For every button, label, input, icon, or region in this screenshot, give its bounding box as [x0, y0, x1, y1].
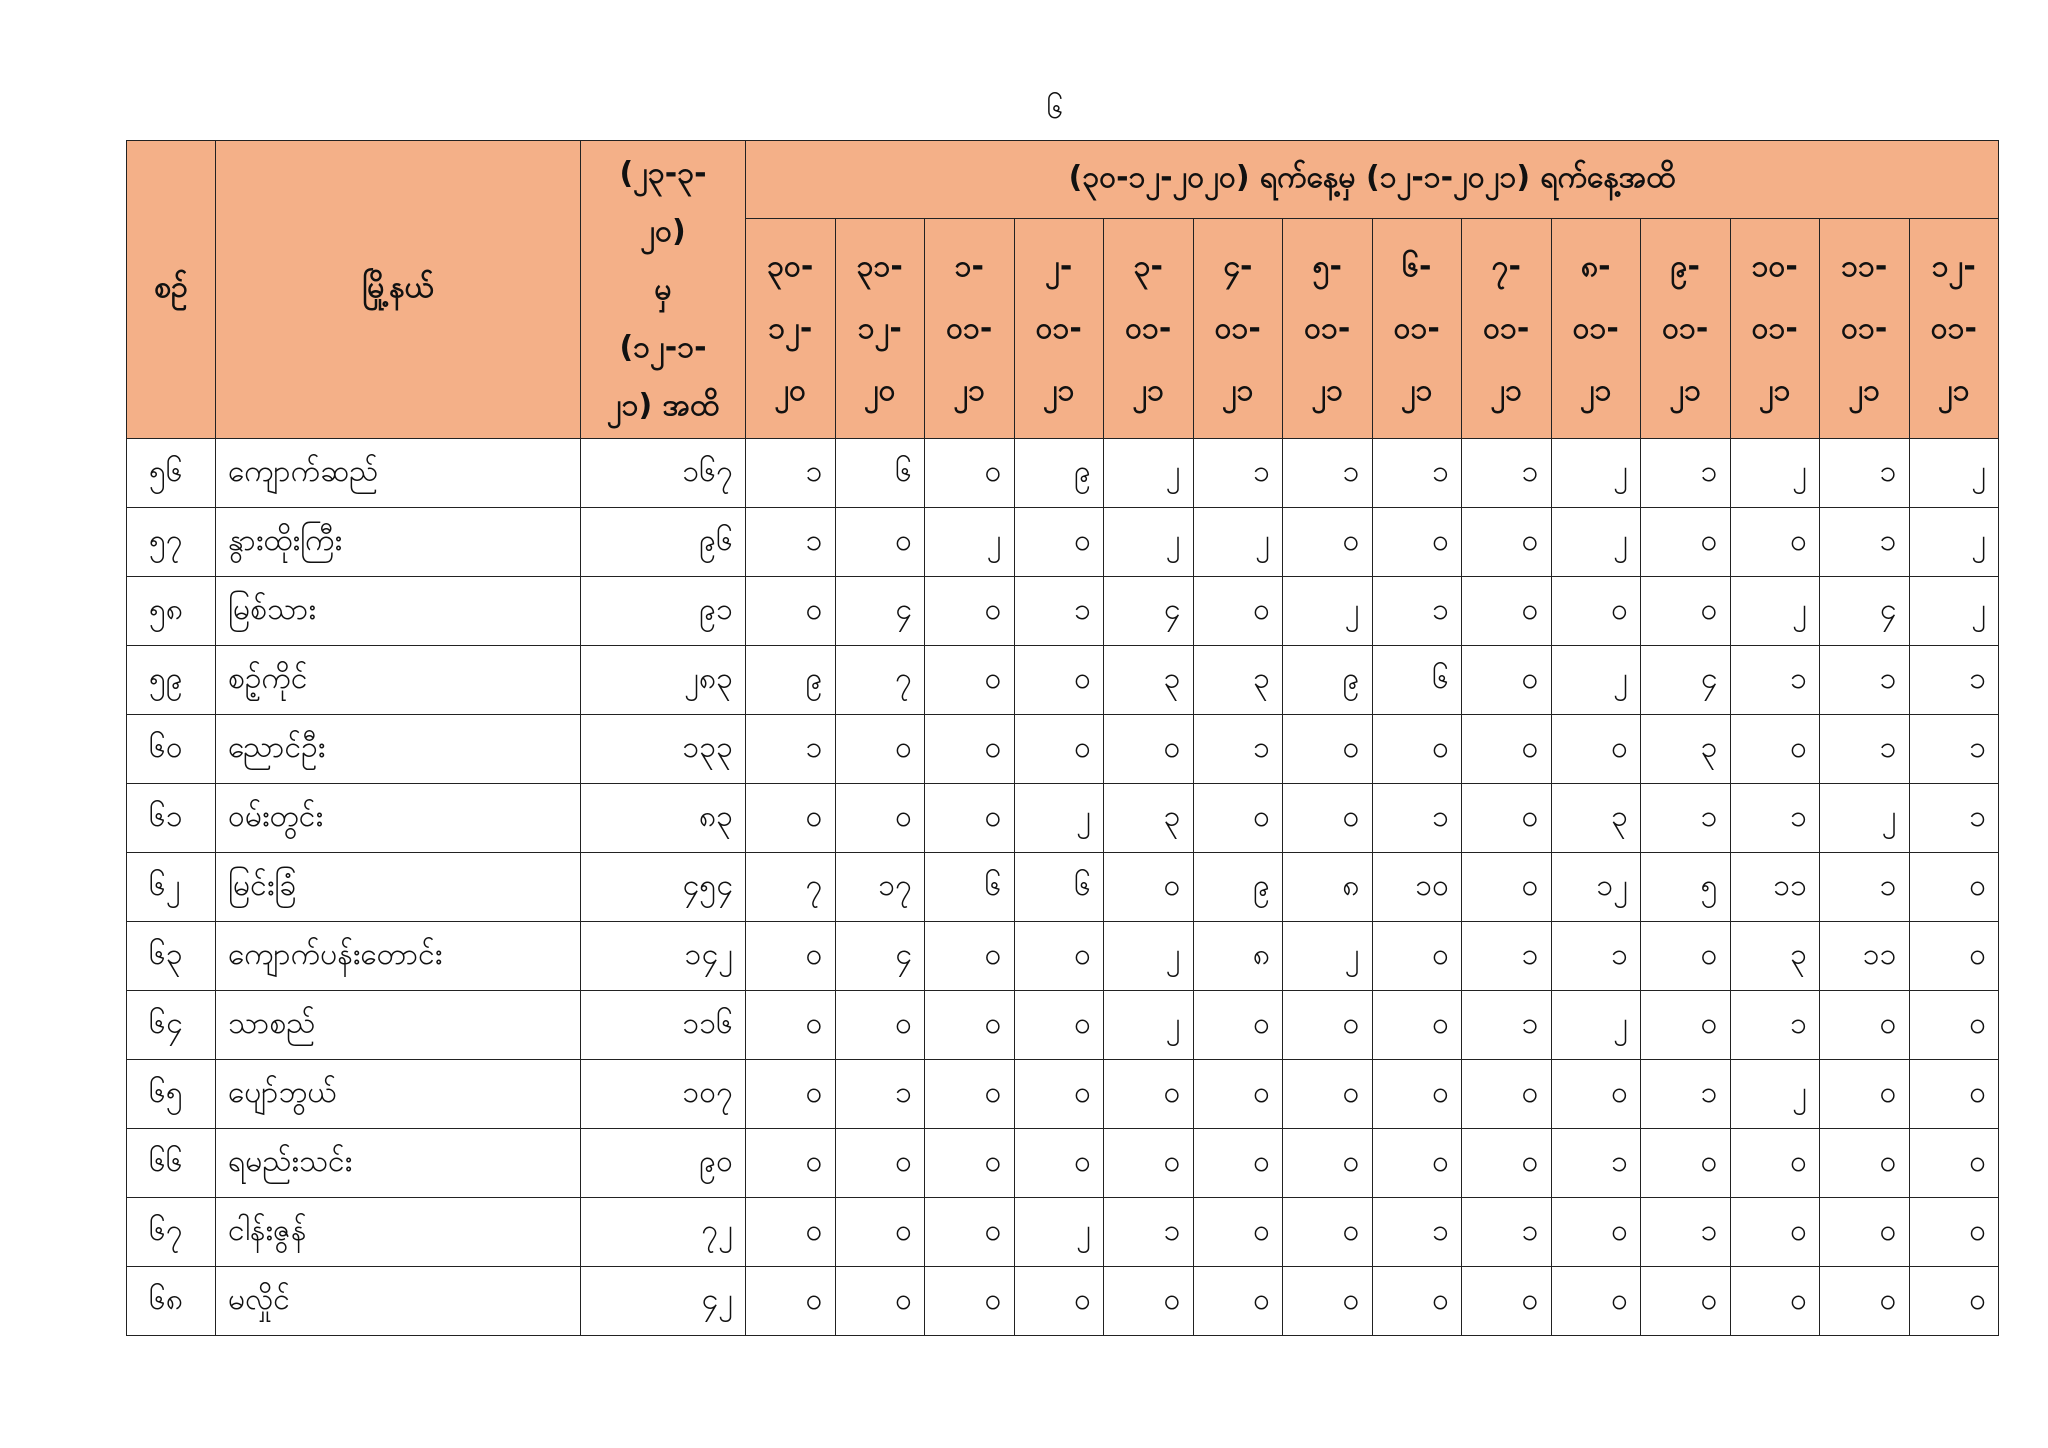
- daily-count: ၀: [1909, 1198, 1999, 1267]
- daily-count: ၁: [1551, 922, 1641, 991]
- daily-count: ၁: [1641, 439, 1731, 508]
- daily-count: ၁: [1193, 439, 1283, 508]
- daily-count: ၀: [1014, 508, 1104, 577]
- daily-count: ၀: [1372, 1060, 1462, 1129]
- daily-count: ၀: [1820, 991, 1910, 1060]
- daily-count: ၁: [746, 508, 836, 577]
- col-header-date: ၄- ၀၁- ၂၁: [1193, 219, 1283, 439]
- daily-count: ၁၂: [1551, 853, 1641, 922]
- table-row: [127, 922, 1999, 991]
- township-name: ညောင်ဦး: [216, 715, 581, 784]
- daily-count: ၂: [1104, 991, 1194, 1060]
- table-row: [127, 646, 1999, 715]
- township-total: ၂၈၃: [581, 646, 746, 715]
- daily-count: ၉: [746, 646, 836, 715]
- daily-count: ၀: [1193, 991, 1283, 1060]
- daily-count: ၀: [1372, 991, 1462, 1060]
- daily-count: ၁: [1909, 646, 1999, 715]
- daily-count: ၁: [1820, 715, 1910, 784]
- daily-count: ၀: [1372, 1129, 1462, 1198]
- daily-count: ၀: [1014, 646, 1104, 715]
- township-total: ၁၀၇: [581, 1060, 746, 1129]
- daily-count: ၂: [1730, 439, 1820, 508]
- daily-count: ၀: [1283, 1267, 1373, 1336]
- row-number: ၅၉: [127, 646, 216, 715]
- row-number: ၅၆: [127, 439, 216, 508]
- daily-count: ၂: [1283, 922, 1373, 991]
- daily-count: ၀: [1909, 922, 1999, 991]
- daily-count: ၆: [835, 439, 925, 508]
- township-total: ၁၃၃: [581, 715, 746, 784]
- daily-count: ၂: [1014, 1198, 1104, 1267]
- daily-count: ၁: [1641, 1060, 1731, 1129]
- row-number: ၅၇: [127, 508, 216, 577]
- daily-count: ၀: [925, 1198, 1015, 1267]
- daily-count: ၁: [1462, 991, 1552, 1060]
- daily-count: ၀: [835, 991, 925, 1060]
- col-header-date: ၆- ၀၁- ၂၁: [1372, 219, 1462, 439]
- daily-count: ၀: [1820, 1060, 1910, 1129]
- daily-count: ၀: [746, 1060, 836, 1129]
- daily-count: ၄: [835, 577, 925, 646]
- township-total: ၁၁၆: [581, 991, 746, 1060]
- daily-count: ၂: [1909, 508, 1999, 577]
- daily-count: ၂: [1104, 439, 1194, 508]
- row-number: ၆၄: [127, 991, 216, 1060]
- daily-count: ၀: [1014, 1129, 1104, 1198]
- daily-count: ၁: [1462, 922, 1552, 991]
- col-header-date-range: (၃၀-၁၂-၂၀၂၀) ရက်နေ့မှ (၁၂-၁-၂၀၂၁) ရက်နေ့အထိ: [746, 141, 1999, 219]
- table-row: [127, 439, 1999, 508]
- col-header-date: ၉- ၀၁- ၂၁: [1641, 219, 1731, 439]
- daily-count: ၂: [1104, 922, 1194, 991]
- col-header-date: ၁- ၀၁- ၂၁: [925, 219, 1015, 439]
- row-number: ၆၆: [127, 1129, 216, 1198]
- daily-count: ၃: [1104, 646, 1194, 715]
- table-row: [127, 1267, 1999, 1336]
- daily-count: ၀: [746, 1129, 836, 1198]
- daily-count: ၀: [1641, 508, 1731, 577]
- table-row: [127, 784, 1999, 853]
- daily-count: ၂: [1104, 508, 1194, 577]
- daily-count: ၀: [1462, 1267, 1552, 1336]
- daily-count: ၁: [1283, 439, 1373, 508]
- table-row: [127, 1060, 1999, 1129]
- daily-count: ၀: [1104, 1060, 1194, 1129]
- daily-count: ၈: [1193, 922, 1283, 991]
- row-number: ၆၀: [127, 715, 216, 784]
- daily-count: ၀: [925, 715, 1015, 784]
- row-number: ၆၃: [127, 922, 216, 991]
- daily-count: ၀: [1104, 1267, 1194, 1336]
- table-row: [127, 508, 1999, 577]
- row-number: ၆၅: [127, 1060, 216, 1129]
- col-header-date: ၇- ၀၁- ၂၁: [1462, 219, 1552, 439]
- daily-count: ၀: [746, 784, 836, 853]
- daily-count: ၀: [1014, 1060, 1104, 1129]
- daily-count: ၀: [1730, 715, 1820, 784]
- daily-count: ၁: [1820, 508, 1910, 577]
- daily-count: ၀: [1551, 715, 1641, 784]
- daily-count: ၀: [1641, 991, 1731, 1060]
- daily-count: ၁: [1909, 784, 1999, 853]
- township-name: စဉ့်ကိုင်: [216, 646, 581, 715]
- township-total: ၁၆၇: [581, 439, 746, 508]
- daily-count: ၁: [835, 1060, 925, 1129]
- daily-count: ၀: [1372, 1267, 1462, 1336]
- daily-count: ၁: [1551, 1129, 1641, 1198]
- daily-count: ၀: [1730, 1129, 1820, 1198]
- daily-count: ၁: [746, 439, 836, 508]
- table-row: [127, 715, 1999, 784]
- township-name: နွားထိုးကြီး: [216, 508, 581, 577]
- daily-count: ၀: [1641, 1267, 1731, 1336]
- township-name: မလှိုင်: [216, 1267, 581, 1336]
- daily-count: ၀: [746, 1267, 836, 1336]
- daily-count: ၀: [1462, 784, 1552, 853]
- row-number: ၆၁: [127, 784, 216, 853]
- daily-count: ၀: [746, 1198, 836, 1267]
- daily-count: ၀: [1641, 1129, 1731, 1198]
- daily-count: ၀: [925, 577, 1015, 646]
- daily-count: ၀: [1193, 1198, 1283, 1267]
- daily-count: ၁: [1730, 646, 1820, 715]
- daily-count: ၁၇: [835, 853, 925, 922]
- daily-count: ၀: [1193, 784, 1283, 853]
- township-name: ရမည်းသင်း: [216, 1129, 581, 1198]
- daily-count: ၀: [1372, 922, 1462, 991]
- daily-count: ၁: [1820, 646, 1910, 715]
- daily-count: ၀: [1014, 1267, 1104, 1336]
- daily-count: ၉: [1014, 439, 1104, 508]
- daily-count: ၀: [1730, 1198, 1820, 1267]
- township-case-table: [126, 140, 1999, 1336]
- daily-count: ၀: [1551, 577, 1641, 646]
- daily-count: ၃: [1193, 646, 1283, 715]
- township-total: ၄၅၄: [581, 853, 746, 922]
- daily-count: ၀: [1909, 1129, 1999, 1198]
- table-row: [127, 1198, 1999, 1267]
- daily-count: ၂: [1551, 439, 1641, 508]
- daily-count: ၇: [746, 853, 836, 922]
- daily-count: ၀: [1104, 853, 1194, 922]
- daily-count: ၂: [1283, 577, 1373, 646]
- daily-count: ၂: [1551, 508, 1641, 577]
- row-number: ၆၈: [127, 1267, 216, 1336]
- page-number: ၆: [1046, 91, 1064, 126]
- daily-count: ၀: [1283, 1129, 1373, 1198]
- daily-count: ၀: [925, 1267, 1015, 1336]
- col-header-date: ၃၁- ၁၂- ၂၀: [835, 219, 925, 439]
- table-row: [127, 853, 1999, 922]
- daily-count: ၂: [925, 508, 1015, 577]
- township-name: မြစ်သား: [216, 577, 581, 646]
- township-name: ငါန်းဇွန်: [216, 1198, 581, 1267]
- daily-count: ၀: [1283, 1198, 1373, 1267]
- daily-count: ၇: [835, 646, 925, 715]
- daily-count: ၆: [1014, 853, 1104, 922]
- daily-count: ၂: [1014, 784, 1104, 853]
- daily-count: ၀: [925, 439, 1015, 508]
- col-header-date: ၁၁- ၀၁- ၂၁: [1820, 219, 1910, 439]
- daily-count: ၃: [1730, 922, 1820, 991]
- table-row: [127, 577, 1999, 646]
- daily-count: ၈: [1283, 853, 1373, 922]
- daily-count: ၃: [1104, 784, 1194, 853]
- daily-count: ၀: [1462, 646, 1552, 715]
- daily-count: ၉: [1193, 853, 1283, 922]
- township-total: ၈၃: [581, 784, 746, 853]
- township-total: ၉၁: [581, 577, 746, 646]
- daily-count: ၀: [1462, 1129, 1552, 1198]
- daily-count: ၀: [835, 1267, 925, 1336]
- township-total: ၇၂: [581, 1198, 746, 1267]
- daily-count: ၀: [1283, 715, 1373, 784]
- row-number: ၆၇: [127, 1198, 216, 1267]
- col-header-total: (၂၃-၃- ၂၀) မှ (၁၂-၁- ၂၁) အထိ: [581, 141, 746, 439]
- daily-count: ၀: [925, 922, 1015, 991]
- daily-count: ၀: [1283, 508, 1373, 577]
- daily-count: ၁: [1372, 784, 1462, 853]
- daily-count: ၁: [1372, 439, 1462, 508]
- daily-count: ၀: [925, 784, 1015, 853]
- daily-count: ၁: [1641, 1198, 1731, 1267]
- row-number: ၅၈: [127, 577, 216, 646]
- daily-count: ၁၁: [1820, 922, 1910, 991]
- col-header-date: ၁၂- ၀၁- ၂၁: [1909, 219, 1999, 439]
- daily-count: ၄: [1820, 577, 1910, 646]
- daily-count: ၁: [1193, 715, 1283, 784]
- daily-count: ၂: [1820, 784, 1910, 853]
- col-header-no: စဉ်: [127, 141, 216, 439]
- daily-count: ၀: [1283, 784, 1373, 853]
- daily-count: ၂: [1730, 1060, 1820, 1129]
- daily-count: ၁: [1730, 991, 1820, 1060]
- daily-count: ၀: [1820, 1129, 1910, 1198]
- daily-count: ၀: [1462, 715, 1552, 784]
- daily-count: ၀: [1641, 922, 1731, 991]
- daily-count: ၂: [1730, 577, 1820, 646]
- daily-count: ၁၁: [1730, 853, 1820, 922]
- daily-count: ၀: [1193, 1267, 1283, 1336]
- daily-count: ၀: [1551, 1267, 1641, 1336]
- daily-count: ၀: [1014, 991, 1104, 1060]
- row-number: ၆၂: [127, 853, 216, 922]
- daily-count: ၄: [1104, 577, 1194, 646]
- daily-count: ၀: [925, 1129, 1015, 1198]
- daily-count: ၀: [1014, 922, 1104, 991]
- daily-count: ၁: [1372, 577, 1462, 646]
- col-header-township: မြို့နယ်: [216, 141, 581, 439]
- daily-count: ၀: [746, 577, 836, 646]
- daily-count: ၃: [1641, 715, 1731, 784]
- table-body: [127, 439, 1999, 1336]
- daily-count: ၀: [835, 1129, 925, 1198]
- daily-count: ၃: [1551, 784, 1641, 853]
- daily-count: ၀: [1820, 1267, 1910, 1336]
- daily-count: ၀: [1193, 577, 1283, 646]
- daily-count: ၀: [1641, 577, 1731, 646]
- township-total: ၉၆: [581, 508, 746, 577]
- daily-count: ၀: [1283, 991, 1373, 1060]
- township-total: ၁၄၂: [581, 922, 746, 991]
- col-header-date: ၃- ၀၁- ၂၁: [1104, 219, 1194, 439]
- daily-count: ၁၀: [1372, 853, 1462, 922]
- daily-count: ၀: [1820, 1198, 1910, 1267]
- daily-count: ၁: [1641, 784, 1731, 853]
- township-name: မြင်းခြံ: [216, 853, 581, 922]
- daily-count: ၁: [1372, 1198, 1462, 1267]
- daily-count: ၀: [925, 1060, 1015, 1129]
- township-name: ကျောက်ပန်းတောင်း: [216, 922, 581, 991]
- daily-count: ၀: [835, 715, 925, 784]
- daily-count: ၀: [835, 508, 925, 577]
- col-header-date: ၁၀- ၀၁- ၂၁: [1730, 219, 1820, 439]
- daily-count: ၂: [1551, 646, 1641, 715]
- daily-count: ၀: [1909, 1267, 1999, 1336]
- daily-count: ၀: [1462, 853, 1552, 922]
- daily-count: ၀: [1104, 1129, 1194, 1198]
- township-name: ဝမ်းတွင်း: [216, 784, 581, 853]
- daily-count: ၁: [1462, 1198, 1552, 1267]
- daily-count: ၀: [746, 922, 836, 991]
- col-header-date: ၂- ၀၁- ၂၁: [1014, 219, 1104, 439]
- daily-count: ၀: [1193, 1129, 1283, 1198]
- daily-count: ၂: [1193, 508, 1283, 577]
- daily-count: ၁: [1104, 1198, 1194, 1267]
- daily-count: ၀: [1193, 1060, 1283, 1129]
- daily-count: ၀: [1730, 508, 1820, 577]
- daily-count: ၄: [1641, 646, 1731, 715]
- daily-count: ၁: [1462, 439, 1552, 508]
- table-row: [127, 991, 1999, 1060]
- daily-count: ၉: [1283, 646, 1373, 715]
- township-total: ၄၂: [581, 1267, 746, 1336]
- daily-count: ၀: [1462, 508, 1552, 577]
- table-row: [127, 1129, 1999, 1198]
- daily-count: ၅: [1641, 853, 1731, 922]
- township-name: ကျောက်ဆည်: [216, 439, 581, 508]
- daily-count: ၂: [1909, 439, 1999, 508]
- township-name: သာစည်: [216, 991, 581, 1060]
- daily-count: ၀: [1372, 715, 1462, 784]
- daily-count: ၁: [1014, 577, 1104, 646]
- daily-count: ၀: [1372, 508, 1462, 577]
- col-header-date: ၈- ၀၁- ၂၁: [1551, 219, 1641, 439]
- daily-count: ၀: [1462, 1060, 1552, 1129]
- daily-count: ၀: [1909, 853, 1999, 922]
- daily-count: ၀: [925, 991, 1015, 1060]
- daily-count: ၀: [1909, 1060, 1999, 1129]
- col-header-date: ၅- ၀၁- ၂၁: [1283, 219, 1373, 439]
- daily-count: ၂: [1909, 577, 1999, 646]
- daily-count: ၁: [746, 715, 836, 784]
- col-header-date: ၃၀- ၁၂- ၂၀: [746, 219, 836, 439]
- daily-count: ၁: [1820, 853, 1910, 922]
- township-name: ပျော်ဘွယ်: [216, 1060, 581, 1129]
- daily-count: ၀: [1283, 1060, 1373, 1129]
- daily-count: ၀: [835, 1198, 925, 1267]
- daily-count: ၀: [1462, 577, 1552, 646]
- daily-count: ၆: [1372, 646, 1462, 715]
- daily-count: ၀: [1551, 1198, 1641, 1267]
- daily-count: ၀: [1014, 715, 1104, 784]
- daily-count: ၀: [1551, 1060, 1641, 1129]
- daily-count: ၀: [1909, 991, 1999, 1060]
- daily-count: ၆: [925, 853, 1015, 922]
- daily-count: ၀: [746, 991, 836, 1060]
- daily-count: ၁: [1909, 715, 1999, 784]
- daily-count: ၀: [835, 784, 925, 853]
- daily-count: ၂: [1551, 991, 1641, 1060]
- daily-count: ၀: [1104, 715, 1194, 784]
- daily-count: ၁: [1820, 439, 1910, 508]
- daily-count: ၄: [835, 922, 925, 991]
- daily-count: ၁: [1730, 784, 1820, 853]
- daily-count: ၀: [925, 646, 1015, 715]
- township-total: ၉၀: [581, 1129, 746, 1198]
- daily-count: ၀: [1730, 1267, 1820, 1336]
